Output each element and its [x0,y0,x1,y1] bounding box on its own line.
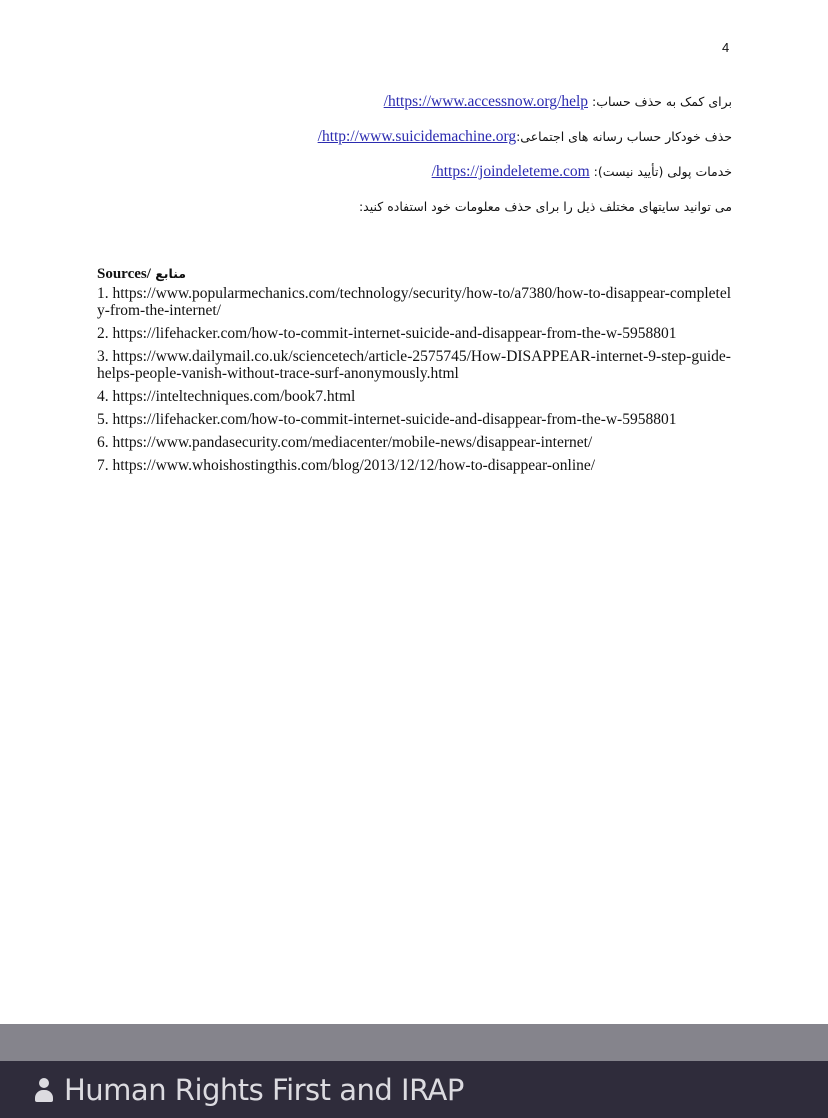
sources-heading [97,266,737,283]
source-item: 2. https://lifehacker.com/how-to-commit-internet-suicide-and-disappear-from-the-w-5958801 [97,325,677,342]
line-text: حذف خودکار حساب رسانه های اجتماعی: [516,129,732,144]
source-item: 6. https://www.pandasecurity.com/mediacenter/mobile-news/disappear-internet/ [97,434,593,451]
persian-line-3 [432,163,732,181]
caption-divider-bar [0,1024,828,1061]
source-item: 1. https://www.popularmechanics.com/technology/security/how-to/a7380/how-to-disappear-completely-from-the-internet/ [97,285,732,319]
page-number: 4 [722,40,730,55]
line-text: برای کمک به حذف حساب: [588,94,732,109]
persian-line-4: می توانید سایتهای مختلف ذیل را برای حذف معلومات خود استفاده کنید: [358,199,732,214]
sources-title-en: Sources/ [97,266,151,282]
persian-line-1 [384,93,732,111]
source-item: 3. https://www.dailymail.co.uk/sciencetech/article-2575745/How-DISAPPEAR-internet-9-step-guide-helps-people-vanish-without-trace-surf-anonymously.html [97,348,731,382]
source-item: 5. https://lifehacker.com/how-to-commit-internet-suicide-and-disappear-from-the-w-5958801 [97,411,677,428]
attribution-bar [0,1061,828,1118]
sources-title-fa: منابع [150,266,187,281]
suicidemachine-link[interactable]: http://www.suicidemachine.org/ [317,128,517,145]
persian-line-2 [318,128,732,146]
joindeleteme-link[interactable]: https://joindeleteme.com/ [431,163,590,180]
source-item: 4. https://inteltechniques.com/book7.html [97,388,356,405]
accessnow-link[interactable]: https://www.accessnow.org/help/ [383,93,589,110]
line-text: خدمات پولی (تأیید نیست): [589,164,732,179]
attribution-text: Human Rights First and IRAP [64,1072,464,1107]
source-item: 7. https://www.whoishostingthis.com/blog/2013/12/12/how-to-disappear-online/ [97,457,596,474]
sources-section [97,266,737,480]
person-icon [34,1076,54,1104]
